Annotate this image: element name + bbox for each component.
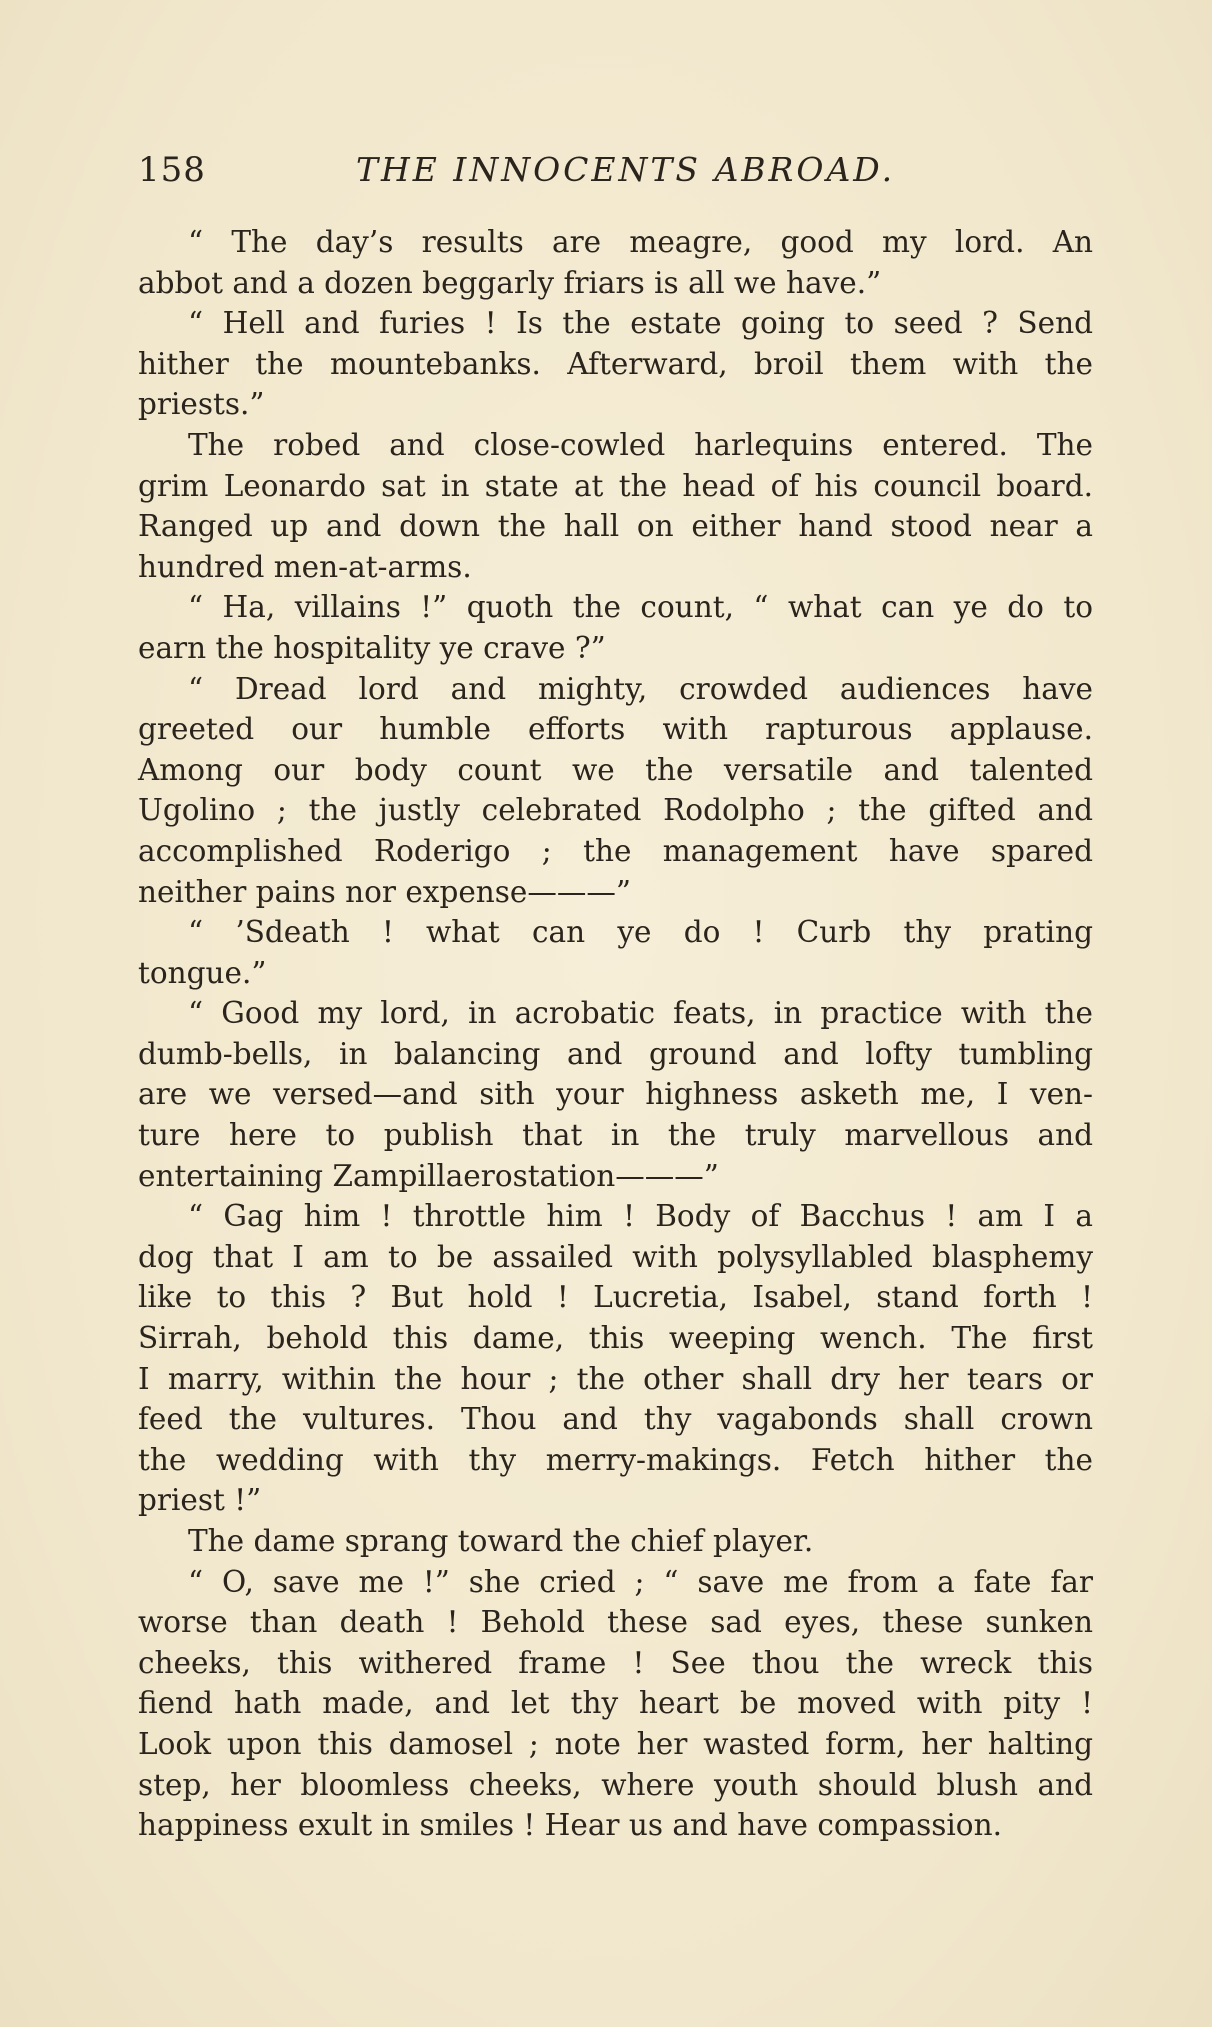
paragraph: [138, 1521, 1093, 1562]
text-line: The dame sprang toward the chief player.: [188, 1524, 814, 1558]
paragraph: [138, 669, 1093, 913]
text-line: “ The day’s results are meagre, good my lord. An: [188, 225, 1093, 259]
text-line: “ Gag him ! throttle him ! Body of Bacchus ! am I a: [188, 1199, 1093, 1234]
paragraph: [138, 587, 1093, 668]
text-line: greeted our humble efforts with rapturous applause.: [138, 712, 1093, 747]
text-line: accomplished Roderigo ; the management have spared: [138, 833, 1093, 868]
paragraph: [138, 425, 1093, 587]
text-line: happiness exult in smiles ! Hear us and have compassion.: [138, 1808, 1002, 1843]
text-line: The robed and close-cowled harlequins entered. The: [188, 427, 1093, 462]
text-line: hither the mountebanks. Afterward, broil them with the: [138, 346, 1093, 381]
paragraph: [138, 912, 1093, 993]
running-title: THE INNOCENTS ABROAD.: [355, 150, 896, 189]
paragraph: [138, 303, 1093, 425]
text-line: I marry, within the hour ; the other shall dry her tears or: [138, 1361, 1093, 1396]
text-line: Ugolino ; the justly celebrated Rodolpho ; the gifted and: [138, 793, 1093, 828]
text-line: Ranged up and down the hall on either hand stood near a: [138, 509, 1093, 544]
text-line: feed the vultures. Thou and thy vagabonds shall crown: [138, 1402, 1093, 1437]
text-line: “ Ha, villains !” quoth the count, “ what can ye do to: [188, 590, 1093, 625]
text-line: step, her bloomless cheeks, where youth should blush and: [138, 1767, 1093, 1802]
text-line: earn the hospitality ye crave ?”: [138, 630, 606, 665]
text-line: grim Leonardo sat in state at the head of his council board.: [138, 468, 1093, 503]
text-line: dumb-bells, in balancing and ground and lofty tumbling: [138, 1036, 1093, 1071]
text-line: the wedding with thy merry-makings. Fetch hither the: [138, 1442, 1093, 1477]
text-line: ture here to publish that in the truly marvellous and: [138, 1118, 1093, 1153]
text-line: Among our body count we the versatile and talented: [138, 752, 1093, 787]
paragraph: [138, 1196, 1093, 1521]
text-line: like to this ? But hold ! Lucretia, Isabel, stand forth !: [138, 1280, 1093, 1315]
paragraph: [138, 993, 1093, 1196]
text-line: abbot and a dozen beggarly friars is all we have.”: [138, 265, 882, 300]
text-line: cheeks, this withered frame ! See thou the wreck this: [138, 1645, 1093, 1680]
paragraph: [138, 1562, 1093, 1846]
text-line: fiend hath made, and let thy heart be moved with pity !: [138, 1686, 1093, 1721]
text-line: are we versed—and sith your highness asketh me, I ven-: [138, 1077, 1093, 1112]
text-line: “ ’Sdeath ! what can ye do ! Curb thy prating: [188, 915, 1093, 950]
text-line: neither pains nor expense———”: [138, 874, 631, 909]
text-line: “ O, save me !” she cried ; “ save me from a fate far: [188, 1564, 1093, 1599]
body-text: [138, 222, 1093, 1846]
text-line: “ Hell and furies ! Is the estate going to seed ? Send: [188, 306, 1093, 341]
text-line: priests.”: [138, 387, 265, 422]
text-line: “ Dread lord and mighty, crowded audiences have: [188, 671, 1093, 706]
text-line: entertaining Zampillaerostation———”: [138, 1158, 719, 1193]
text-line: Sirrah, behold this dame, this weeping wench. The first: [138, 1321, 1093, 1356]
text-line: dog that I am to be assailed with polysyllabled blasphemy: [138, 1239, 1093, 1274]
page-header: [138, 150, 1093, 200]
text-line: hundred men-at-arms.: [138, 549, 472, 584]
text-line: Look upon this damosel ; note her wasted form, her halting: [138, 1726, 1093, 1761]
text-line: “ Good my lord, in acrobatic feats, in practice with the: [188, 996, 1093, 1031]
page-number: 158: [138, 150, 206, 190]
text-line: priest !”: [138, 1483, 262, 1518]
paragraph: [138, 222, 1093, 303]
text-line: worse than death ! Behold these sad eyes, these sunken: [138, 1605, 1093, 1640]
text-line: tongue.”: [138, 955, 267, 990]
